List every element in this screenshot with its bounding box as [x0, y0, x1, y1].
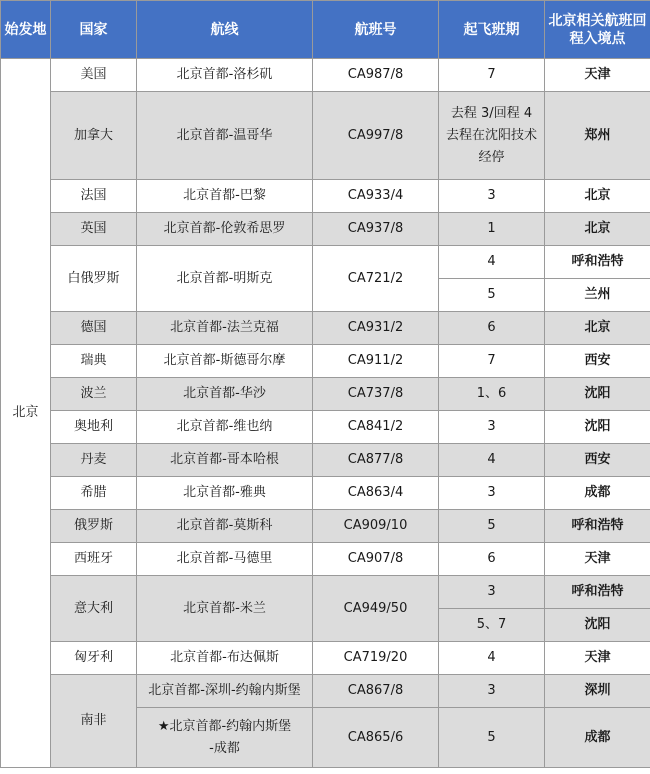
entry-cell: 呼和浩特 [545, 576, 650, 609]
route-cell: 北京首都-哥本哈根 [137, 444, 313, 477]
country-cell: 美国 [51, 59, 137, 92]
flight-cell: CA997/8 [313, 92, 439, 180]
table-row [1, 345, 650, 378]
schedule-cell: 7 [439, 345, 545, 378]
country-cell: 希腊 [51, 477, 137, 510]
schedule-cell: 5、7 [439, 609, 545, 642]
schedule-cell: 4 [439, 246, 545, 279]
header-origin: 始发地 [1, 1, 51, 59]
schedule-cell: 1、6 [439, 378, 545, 411]
schedule-cell: 3 [439, 477, 545, 510]
country-cell: 西班牙 [51, 543, 137, 576]
route-cell: 北京首都-伦敦希思罗 [137, 213, 313, 246]
country-cell: 加拿大 [51, 92, 137, 180]
flight-cell: CA737/8 [313, 378, 439, 411]
flight-cell: CA865/6 [313, 708, 439, 768]
country-cell: 匈牙利 [51, 642, 137, 675]
entry-cell: 成都 [545, 477, 650, 510]
table-row [1, 378, 650, 411]
table-row [1, 246, 650, 279]
flight-cell: CA933/4 [313, 180, 439, 213]
entry-cell: 呼和浩特 [545, 246, 650, 279]
entry-cell: 西安 [545, 345, 650, 378]
schedule-cell: 3 [439, 576, 545, 609]
route-cell: 北京首都-法兰克福 [137, 312, 313, 345]
table-row [1, 312, 650, 345]
route-cell: 北京首都-布达佩斯 [137, 642, 313, 675]
entry-cell: 成都 [545, 708, 650, 768]
header-entry: 北京相关航班回程入境点 [545, 1, 650, 59]
table-row [1, 92, 650, 180]
route-cell: ★北京首都-约翰内斯堡 -成都 [137, 708, 313, 768]
flight-cell: CA937/8 [313, 213, 439, 246]
route-cell: 北京首都-马德里 [137, 543, 313, 576]
country-cell: 俄罗斯 [51, 510, 137, 543]
entry-cell: 沈阳 [545, 411, 650, 444]
schedule-cell: 1 [439, 213, 545, 246]
table-row [1, 59, 650, 92]
entry-cell: 沈阳 [545, 609, 650, 642]
header-country: 国家 [51, 1, 137, 59]
flight-cell: CA911/2 [313, 345, 439, 378]
schedule-cell: 5 [439, 708, 545, 768]
origin-cell: 北京 [1, 59, 51, 768]
schedule-cell: 5 [439, 510, 545, 543]
header-schedule: 起飞班期 [439, 1, 545, 59]
flight-cell: CA909/10 [313, 510, 439, 543]
flight-cell: CA907/8 [313, 543, 439, 576]
flight-cell: CA721/2 [313, 246, 439, 312]
entry-cell: 天津 [545, 543, 650, 576]
schedule-cell: 4 [439, 642, 545, 675]
header-route: 航线 [137, 1, 313, 59]
route-cell: 北京首都-米兰 [137, 576, 313, 642]
route-cell: 北京首都-维也纳 [137, 411, 313, 444]
entry-cell: 北京 [545, 312, 650, 345]
schedule-cell: 3 [439, 180, 545, 213]
flight-cell: CA877/8 [313, 444, 439, 477]
table-row [1, 543, 650, 576]
schedule-cell: 7 [439, 59, 545, 92]
country-cell: 奥地利 [51, 411, 137, 444]
table-row [1, 675, 650, 708]
table-row [1, 642, 650, 675]
country-cell: 法国 [51, 180, 137, 213]
route-cell: 北京首都-莫斯科 [137, 510, 313, 543]
schedule-cell: 3 [439, 411, 545, 444]
table-row [1, 510, 650, 543]
country-cell: 德国 [51, 312, 137, 345]
entry-cell: 北京 [545, 213, 650, 246]
schedule-cell: 6 [439, 543, 545, 576]
table-row [1, 411, 650, 444]
flight-cell: CA867/8 [313, 675, 439, 708]
route-cell: 北京首都-洛杉矶 [137, 59, 313, 92]
entry-cell: 北京 [545, 180, 650, 213]
header-flight: 航班号 [313, 1, 439, 59]
flight-cell: CA949/50 [313, 576, 439, 642]
header-row [1, 1, 650, 59]
schedule-cell: 4 [439, 444, 545, 477]
table-row [1, 576, 650, 609]
table-row [1, 180, 650, 213]
route-cell: 北京首都-斯德哥尔摩 [137, 345, 313, 378]
entry-cell: 天津 [545, 59, 650, 92]
country-cell: 瑞典 [51, 345, 137, 378]
entry-cell: 沈阳 [545, 378, 650, 411]
country-cell: 丹麦 [51, 444, 137, 477]
entry-cell: 深圳 [545, 675, 650, 708]
flight-cell: CA863/4 [313, 477, 439, 510]
route-cell: 北京首都-深圳-约翰内斯堡 [137, 675, 313, 708]
route-cell: 北京首都-巴黎 [137, 180, 313, 213]
schedule-cell: 去程 3/回程 4 去程在沈阳技术 经停 [439, 92, 545, 180]
country-cell: 意大利 [51, 576, 137, 642]
country-cell: 英国 [51, 213, 137, 246]
entry-cell: 郑州 [545, 92, 650, 180]
schedule-cell: 5 [439, 279, 545, 312]
schedule-cell: 3 [439, 675, 545, 708]
route-cell: 北京首都-雅典 [137, 477, 313, 510]
flight-cell: CA719/20 [313, 642, 439, 675]
flight-cell: CA987/8 [313, 59, 439, 92]
country-cell: 波兰 [51, 378, 137, 411]
entry-cell: 西安 [545, 444, 650, 477]
country-cell: 南非 [51, 675, 137, 768]
table-row [1, 213, 650, 246]
entry-cell: 天津 [545, 642, 650, 675]
flight-cell: CA931/2 [313, 312, 439, 345]
entry-cell: 呼和浩特 [545, 510, 650, 543]
entry-cell: 兰州 [545, 279, 650, 312]
table-row [1, 477, 650, 510]
route-cell: 北京首都-华沙 [137, 378, 313, 411]
flight-cell: CA841/2 [313, 411, 439, 444]
country-cell: 白俄罗斯 [51, 246, 137, 312]
schedule-cell: 6 [439, 312, 545, 345]
route-cell: 北京首都-明斯克 [137, 246, 313, 312]
table-row [1, 444, 650, 477]
route-cell: 北京首都-温哥华 [137, 92, 313, 180]
